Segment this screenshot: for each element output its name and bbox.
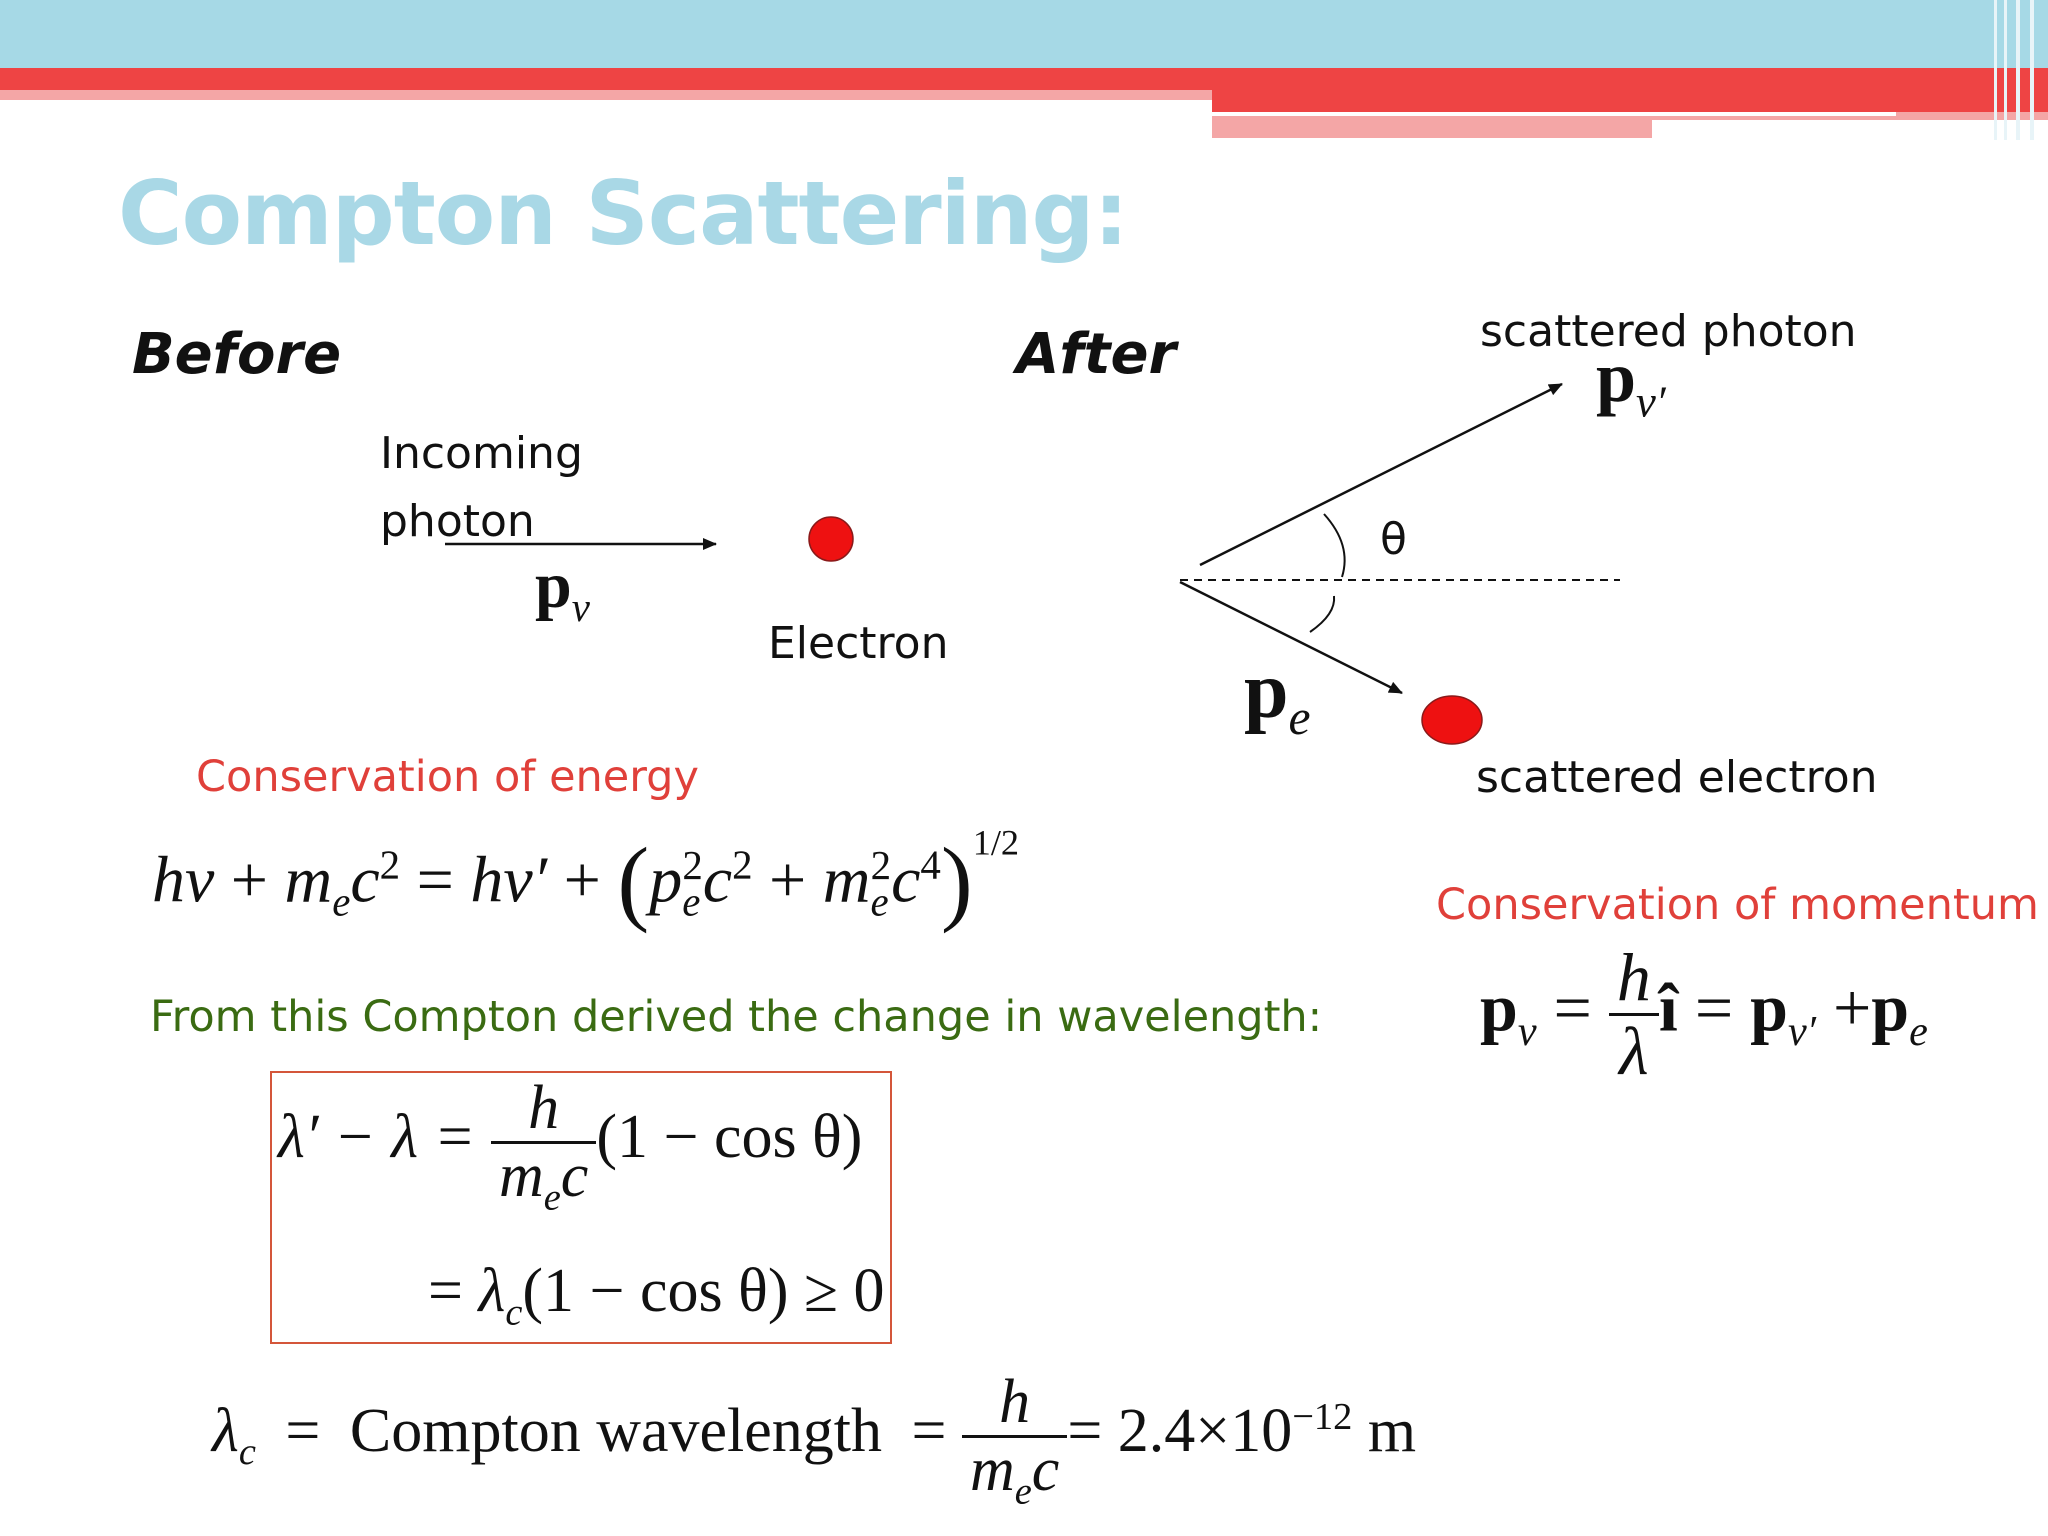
eq-c4: c (891, 843, 921, 917)
mom-lambda: λ (1609, 1013, 1659, 1087)
eq-c2-sup: 2 (732, 842, 753, 888)
mom-p-prime-sub: ν′ (1788, 1008, 1816, 1056)
boxed-m: m (498, 1142, 544, 1211)
eq-hnu: hν (152, 843, 215, 917)
cw-h: h (999, 1368, 1031, 1436)
compton-wavelength-equation (212, 1368, 1417, 1513)
cw-value: = 2.4×10 (1067, 1396, 1293, 1465)
eq-c-sq: 2 (379, 842, 401, 888)
boxed-h: h (528, 1074, 560, 1142)
derivation-text: From this Compton derived the change in wavelength: (150, 992, 1323, 1042)
eq-hnu-prime: hν′ (470, 843, 548, 917)
eq-close-paren: ) (940, 828, 973, 934)
mom-pe-sub: e (1909, 1008, 1928, 1056)
eq-plus-2: + (563, 843, 601, 917)
eq-m2-sub: e (870, 879, 889, 925)
boxed-fraction (491, 1074, 596, 1219)
eq-m2-sup: 2 (870, 842, 892, 888)
electron-sub: e (1288, 690, 1311, 745)
boxed-c: c (560, 1142, 589, 1211)
eq-c: c (350, 843, 380, 917)
cw-c: c (1031, 1436, 1060, 1505)
scattered-electron-label: scattered electron (1476, 752, 1878, 803)
incoming-photon-label: Incoming photon (380, 428, 583, 547)
mom-eq: = (1553, 969, 1592, 1046)
mom-pe: p (1871, 969, 1910, 1046)
scattered-electron-dot (1422, 696, 1482, 744)
mom-h: h (1616, 939, 1651, 1015)
boxed-line-1 (278, 1074, 863, 1219)
boxed-den (491, 1141, 596, 1219)
phi-arc-lower (1310, 596, 1334, 632)
mom-unit-vector: î (1658, 969, 1678, 1046)
eq-p: p (649, 843, 683, 917)
mom-eq2: = (1694, 969, 1734, 1046)
slide-title: Compton Scattering: (118, 162, 1128, 265)
electron-p: p (1244, 647, 1289, 735)
eq-p-sub: e (682, 879, 701, 925)
theta-arc-upper (1324, 514, 1345, 577)
momentum-equation (1480, 939, 1928, 1090)
photon-p: p (1596, 337, 1637, 417)
boxed-line2-eq: = (428, 1257, 463, 1325)
cw-eq2: = (911, 1396, 947, 1465)
electron-momentum (1244, 646, 1311, 745)
scattered-photon-label: scattered photon (1480, 306, 1857, 357)
boxed-line-2 (428, 1256, 885, 1334)
momentum-conservation-label: Conservation of momentum (1436, 880, 2039, 930)
mom-p-sub: ν (1517, 1008, 1537, 1056)
eq-c4-sup: 4 (920, 842, 941, 888)
cw-exponent: −12 (1292, 1396, 1353, 1439)
mom-plus: + (1832, 969, 1872, 1046)
cw-unit: m (1367, 1396, 1417, 1465)
incoming-momentum (535, 548, 590, 631)
boxed-line2-rest: (1 − cos θ) ≥ 0 (522, 1257, 885, 1325)
cw-lambda: λ (212, 1396, 239, 1465)
cw-lambda-sub: c (238, 1431, 256, 1474)
before-heading: Before (132, 322, 342, 387)
momentum-sub: ν (571, 585, 590, 631)
boxed-factor: (1 − cos θ) (596, 1102, 863, 1171)
cw-eq: = (285, 1396, 321, 1465)
mom-p-prime: p (1750, 969, 1788, 1046)
cw-fraction (962, 1368, 1067, 1513)
scattered-photon-momentum (1596, 336, 1666, 427)
eq-c2: c (702, 843, 733, 917)
eq-exponent: 1/2 (972, 822, 1020, 863)
eq-p-sup: 2 (682, 842, 703, 888)
mom-fraction (1609, 939, 1659, 1090)
photon-sub: ν′ (1636, 376, 1666, 427)
cw-den (962, 1435, 1067, 1513)
theta-label: θ (1380, 514, 1407, 565)
mom-p: p (1480, 969, 1518, 1046)
eq-m-sub: e (332, 879, 351, 925)
cw-m-sub: e (1014, 1470, 1032, 1513)
energy-conservation-label: Conservation of energy (196, 752, 699, 802)
eq-equals: = (416, 843, 454, 917)
boxed-lambda-sub: c (505, 1291, 523, 1334)
cw-m: m (969, 1436, 1015, 1505)
eq-m2: m (822, 843, 871, 917)
cw-name: Compton wavelength (349, 1396, 882, 1465)
electron-dot (809, 517, 853, 561)
eq-open-paren: ( (617, 828, 650, 934)
eq-plus: + (230, 843, 269, 917)
after-heading: After (1016, 322, 1177, 387)
boxed-m-sub: e (543, 1176, 561, 1219)
momentum-p: p (535, 549, 572, 622)
eq-m: m (284, 843, 333, 917)
boxed-lhs: λ′ − λ = (278, 1102, 476, 1171)
boxed-lambda: λ (478, 1257, 506, 1325)
electron-label: Electron (768, 618, 949, 669)
energy-equation (152, 822, 1020, 936)
eq-plus-3: + (769, 843, 807, 917)
